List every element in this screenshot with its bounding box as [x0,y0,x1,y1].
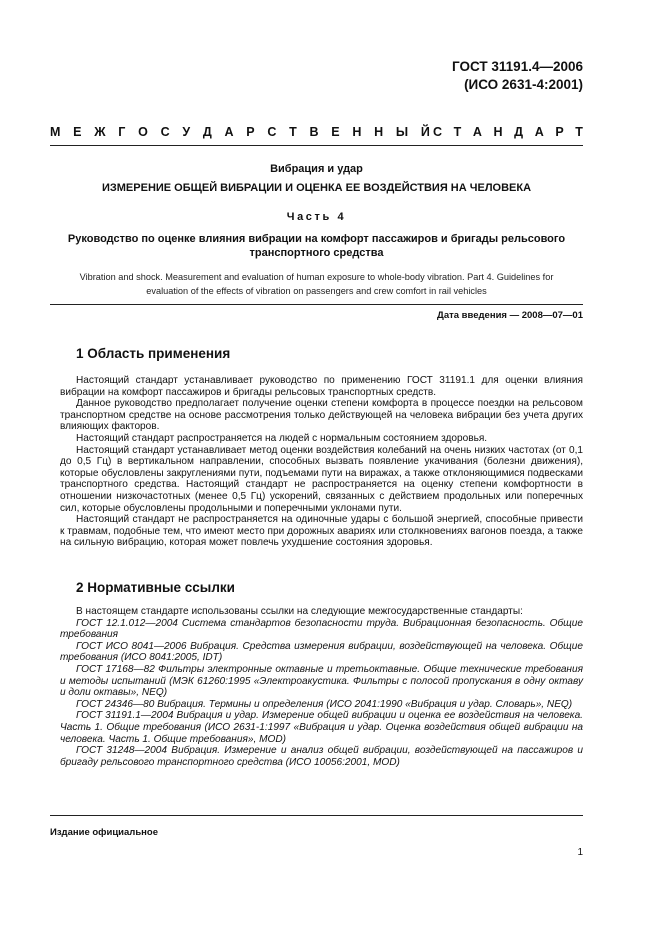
interstate-letter: Н [493,125,503,139]
interstate-letter: Г [118,125,126,139]
header-rule [50,145,583,146]
english-title [50,270,583,298]
section1-paragraph: Настоящий стандарт устанавливает метод оценки воздействия колебаний на очень низких частотах (от 0,1 до 0,5 Гц) в вертикальном направлении, способных вызвать появление укачивания (болезни движения), которые обусловлены закруглениями пути, подъемами пути на виражах, а также отклоняющимися подвесками транспортного средства. Настоящий стандарт не распространяется на оценку степени комфортности в отношении низкочастотных (менее 0,5 Гц) ускорений, связанных с действием продольных или поперечных сил, которые обусловлены продольными и поперечными уклонами пути. [60,444,583,514]
interstate-letter: Ж [94,125,106,139]
interstate-letter: Т [453,125,462,139]
interstate-letter: А [534,125,544,139]
footer-rule [50,815,583,816]
interstate-letter: Д [514,125,524,139]
title-guide [50,232,583,260]
reference-item: ГОСТ 24346—80 Вибрация. Термины и определения (ИСО 2041:1990 «Вибрация и удар. Словарь», NEQ) [76,698,573,710]
official-edition-label: Издание официальное [50,827,158,838]
interstate-letter: Р [555,125,564,139]
iso-number: (ИСО 2631-4:2001) [464,77,583,92]
title-subtitle: Вибрация и удар [270,163,363,175]
page-number: 1 [577,847,583,858]
section1-paragraph: Данное руководство предполагает получение оценки степени комфорта в процессе поездки на рельсовом транспортном средстве на основе рассмотрения только действующей на человека вибрации без учета других влияющих факторов. [60,398,583,433]
introduction-date: Дата введения — 2008—07—01 [437,310,583,321]
title-main: ИЗМЕРЕНИЕ ОБЩЕЙ ВИБРАЦИИ И ОЦЕНКА ЕЕ ВОЗДЕЙСТВИЯ НА ЧЕЛОВЕКА [101,182,532,194]
title-rule [50,304,583,305]
interstate-letter: М [50,125,61,139]
interstate-letter: Й [420,125,430,139]
interstate-letter: Т [289,125,297,139]
interstate-letter: Е [331,125,340,139]
english-title-line1: Vibration and shock. Measurement and evaluation of human exposure to whole-body vibration. Part 4. Guidelines for [79,272,554,282]
interstate-word [433,125,583,139]
reference-item: ГОСТ ИСО 8041—2006 Вибрация. Средства измерения вибрации, воздействующей на человека. Общие требования (ИСО 8041:2005, IDT) [60,640,583,664]
interstate-letter: Ы [395,125,409,139]
title-guide-line2: транспортного средства [249,247,384,259]
interstate-letter: С [433,125,443,139]
interstate-letter: Т [575,125,583,139]
section2-heading: 2 Нормативные ссылки [76,580,235,595]
section2-intro: В настоящем стандарте использованы ссылки на следующие межгосударственные стандарты: [76,606,523,617]
interstate-letter: Д [202,125,212,139]
title-part: Часть 4 [286,211,347,223]
interstate-letter: Е [73,125,82,139]
gost-number: ГОСТ 31191.4—2006 [452,59,583,74]
interstate-letter: А [224,125,234,139]
interstate-letter: А [472,125,482,139]
interstate-word [50,125,430,139]
section1-paragraph: Настоящий стандарт распространяется на людей с нормальным состоянием здоровья. [76,432,488,444]
interstate-letter: С [160,125,170,139]
reference-item: ГОСТ 31191.1—2004 Вибрация и удар. Измерение общей вибрации и оценка ее воздействия на человека. Часть 1. Общие требования (ИСО 2631-1:1997 «Вибрация и удар. Оценка воздействия общей вибрации на человека. Часть 1. Общие требования», MOD) [60,710,583,745]
interstate-letter: Р [246,125,255,139]
interstate-letter: Н [374,125,384,139]
interstate-letter: О [138,125,148,139]
reference-item: ГОСТ 12.1.012—2004 Система стандартов безопасности труда. Вибрационная безопасность. Общие требования [60,617,583,641]
english-title-line2: evaluation of the effects of vibration on passengers and crew comfort in rail vehicles [146,286,487,296]
interstate-standard-banner [50,125,583,139]
section1-paragraph: Настоящий стандарт не распространяется на одиночные удары с большой энергией, способные привести к травмам, подобные тем, что имеют место при дорожных авариях или столкновениях вагонов поезда, а также на сильную вибрацию, которая может повлечь ухудшение состояния здоровья. [60,514,583,549]
section2-body [60,606,583,768]
section1-heading: 1 Область применения [76,346,231,361]
section1-body [60,375,583,549]
standard-designation [452,58,583,94]
reference-item: ГОСТ 31248—2004 Вибрация. Измерение и анализ общей вибрации, воздействующей на пассажиров и бригаду рельсового транспортного средства (ИСО 10056:2001, MOD) [60,745,583,768]
section1-paragraph: Настоящий стандарт устанавливает руководство по применению ГОСТ 31191.1 для оценки влияния вибрации на комфорт пассажиров и бригады рельсовых транспортных средств. [60,375,583,398]
interstate-letter: В [309,125,319,139]
interstate-letter: У [182,125,191,139]
interstate-letter: С [267,125,277,139]
reference-item: ГОСТ 17168—82 Фильтры электронные октавные и третьоктавные. Общие технические требования и методы испытаний (МЭК 61260:1995 «Электроакустика. Фильтры с полосой пропускания в одну октаву и доли октавы», NEQ) [60,663,583,699]
title-guide-line1: Руководство по оценке влияния вибрации на комфорт пассажиров и бригады рельсового [67,233,566,245]
interstate-letter: Н [352,125,362,139]
